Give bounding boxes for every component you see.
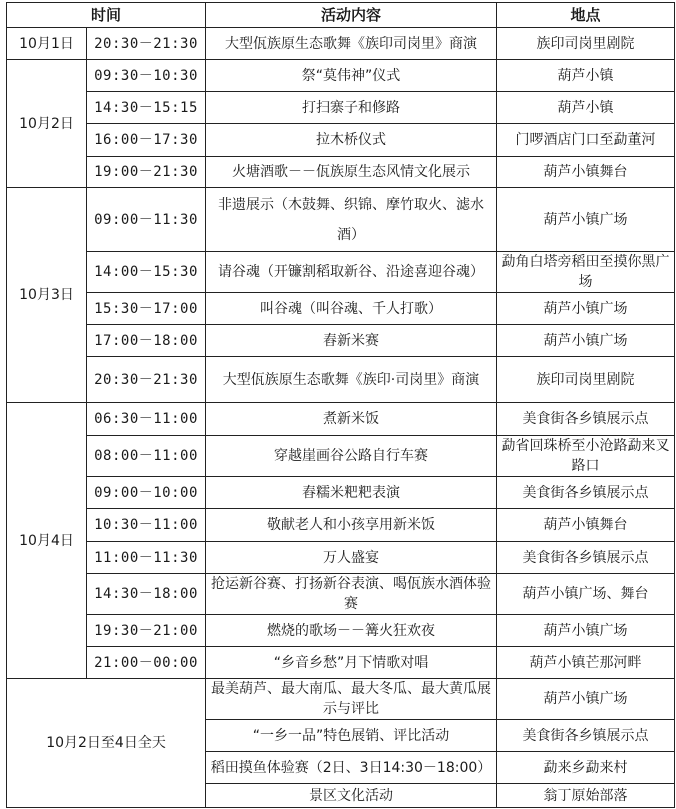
time-cell: 08:00－11:00 [87,436,206,477]
table-row [7,357,675,403]
table-row [7,542,675,574]
schedule-table [6,2,675,808]
location-cell: 葫芦小镇广场 [497,679,675,720]
activity-cell: 叫谷魂（叫谷魂、千人打歌） [206,293,497,325]
location-cell: 美食街各乡镇展示点 [497,542,675,574]
location-cell: 族印司岗里剧院 [497,28,675,60]
location-cell: 葫芦小镇 [497,60,675,92]
table-row [7,615,675,647]
location-cell: 葫芦小镇广场 [497,325,675,357]
table-row [7,28,675,60]
table-row [7,647,675,679]
table-row [7,574,675,615]
location-cell: 葫芦小镇舞台 [497,509,675,542]
table-row [7,293,675,325]
table-row [7,124,675,157]
location-cell: 葫芦小镇舞台 [497,157,675,188]
time-cell: 20:30－21:30 [87,357,206,403]
table-row [7,403,675,436]
time-cell: 14:30－15:15 [87,92,206,124]
activity-cell: 拉木桥仪式 [206,124,497,157]
activity-cell: 最美葫芦、最大南瓜、最大冬瓜、最大黄瓜展示与评比 [206,679,497,720]
table-row [7,92,675,124]
activity-cell: 煮新米饭 [206,403,497,436]
time-cell: 20:30－21:30 [87,28,206,60]
time-cell: 14:30－18:00 [87,574,206,615]
location-cell: 葫芦小镇广场、舞台 [497,574,675,615]
activity-cell: 大型佤族原生态歌舞《族印·司岗里》商演 [206,357,497,403]
date-cell: 10月2日 [7,60,87,188]
activity-cell: 打扫寨子和修路 [206,92,497,124]
activity-cell: 穿越崖画谷公路自行车赛 [206,436,497,477]
time-cell: 14:00－15:30 [87,252,206,293]
header-location: 地点 [497,3,675,28]
location-cell: 勐来乡勐来村 [497,752,675,784]
location-cell: 美食街各乡镇展示点 [497,720,675,752]
header-activity: 活动内容 [206,3,497,28]
table-row [7,188,675,252]
time-cell: 15:30－17:00 [87,293,206,325]
location-cell: 葫芦小镇广场 [497,293,675,325]
table-row [7,60,675,92]
activity-cell: 非遗展示（木鼓舞、织锦、摩竹取火、滤水酒） [206,188,497,252]
table-row [7,509,675,542]
activity-cell: “一乡一品”特色展销、评比活动 [206,720,497,752]
location-cell: 美食街各乡镇展示点 [497,403,675,436]
header-time: 时间 [7,3,206,28]
time-cell: 09:00－11:30 [87,188,206,252]
time-cell: 06:30－11:00 [87,403,206,436]
location-cell: 翁丁原始部落 [497,784,675,808]
location-cell: 葫芦小镇广场 [497,615,675,647]
date-cell: 10月4日 [7,403,87,679]
activity-cell: “乡音乡愁”月下情歌对唱 [206,647,497,679]
activity-cell: 抢运新谷赛、打扬新谷表演、喝佤族水酒体验赛 [206,574,497,615]
time-cell: 10:30－11:00 [87,509,206,542]
activity-cell: 大型佤族原生态歌舞《族印司岗里》商演 [206,28,497,60]
activity-cell: 稻田摸鱼体验赛（2日、3日14:30－18:00） [206,752,497,784]
date-cell: 10月3日 [7,188,87,403]
activity-cell: 祭“莫伟神”仪式 [206,60,497,92]
table-row [7,157,675,188]
activity-cell: 舂糯米粑粑表演 [206,477,497,509]
activity-cell: 请谷魂（开镰割稻取新谷、沿途喜迎谷魂） [206,252,497,293]
location-cell: 葫芦小镇芒那河畔 [497,647,675,679]
time-cell: 17:00－18:00 [87,325,206,357]
time-cell: 21:00－00:00 [87,647,206,679]
table-row [7,252,675,293]
table-row [7,477,675,509]
location-cell: 美食街各乡镇展示点 [497,477,675,509]
time-cell: 09:00－10:00 [87,477,206,509]
date-cell: 10月1日 [7,28,87,60]
header-row [7,3,675,28]
table-row [7,436,675,477]
table-row [7,325,675,357]
location-cell: 勐省回珠桥至小沧路勐来叉路口 [497,436,675,477]
activity-cell: 火塘酒歌－－佤族原生态风情文化展示 [206,157,497,188]
location-cell: 门啰酒店门口至勐董河 [497,124,675,157]
time-cell: 19:30－21:00 [87,615,206,647]
location-cell: 族印司岗里剧院 [497,357,675,403]
activity-cell: 万人盛宴 [206,542,497,574]
activity-cell: 景区文化活动 [206,784,497,808]
location-cell: 葫芦小镇 [497,92,675,124]
activity-cell: 舂新米赛 [206,325,497,357]
time-cell: 09:30－10:30 [87,60,206,92]
date-cell: 10月2日至4日全天 [7,679,206,808]
time-cell: 11:00－11:30 [87,542,206,574]
time-cell: 19:00－21:30 [87,157,206,188]
activity-cell: 燃烧的歌场－－篝火狂欢夜 [206,615,497,647]
location-cell: 葫芦小镇广场 [497,188,675,252]
time-cell: 16:00－17:30 [87,124,206,157]
activity-cell: 敬献老人和小孩享用新米饭 [206,509,497,542]
location-cell: 勐角白塔旁稻田至摸你黑广场 [497,252,675,293]
table-row [7,679,675,720]
